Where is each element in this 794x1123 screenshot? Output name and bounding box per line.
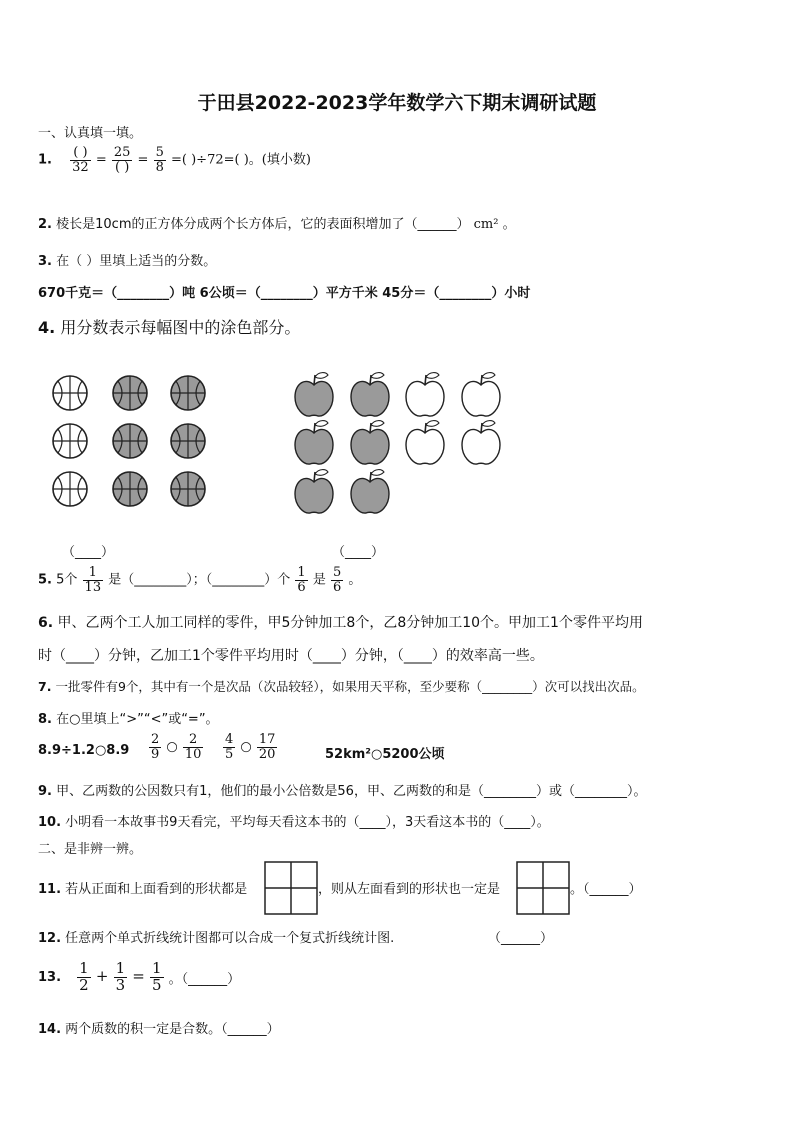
q13-number: 13. <box>38 969 62 985</box>
q3-text: 在（ ）里填上适当的分数。 <box>56 254 217 269</box>
q14-text: 两个质数的积一定是合数。（______） <box>65 1022 280 1037</box>
q13-frac2-den: 3 <box>115 975 126 994</box>
q12-text: 任意两个单式折线统计图都可以合成一个复式折线统计图. <box>65 931 395 946</box>
ball-icon <box>171 424 205 458</box>
q12-blank[interactable]: （______） <box>488 931 554 946</box>
q5-frac1-den: 13 <box>84 579 102 595</box>
page-title: 于田县2022-2023学年数学六下期末调研试题 <box>197 92 597 114</box>
q13-frac2-num: 1 <box>115 959 126 977</box>
q5-frac2-den: 6 <box>297 579 306 595</box>
question-13 <box>38 961 240 994</box>
q5-frac2-num: 1 <box>297 565 306 580</box>
q8-number: 8. <box>38 712 52 727</box>
q8-text: 在○里填上“>”“<”或“=”。 <box>56 712 219 727</box>
q1-frac2-num: 25 <box>113 145 131 160</box>
question-14 <box>38 1018 280 1037</box>
q11-text-c: 。（______） <box>570 882 642 897</box>
q6-line1: 甲、乙两个工人加工同样的零件，甲5分钟加工8个，乙8分钟加工10个。甲加工1个零件平均用 <box>57 615 643 631</box>
q1-tail: =( )÷72=( )。(填小数) <box>171 152 311 168</box>
apple-icon <box>406 421 444 464</box>
apple-icon <box>351 470 389 513</box>
q8-e2a-num: 2 <box>151 732 160 747</box>
ball-icon <box>171 472 205 506</box>
q8-e3b-den: 20 <box>258 746 276 762</box>
question-2 <box>38 213 516 232</box>
q8-e2a-den: 9 <box>151 746 160 762</box>
q10-text: 小明看一本故事书9天看完，平均每天看这本书的（____），3天看这本书的（____）。 <box>65 815 550 830</box>
q8-e2b-num: 2 <box>183 733 204 748</box>
ball-icon <box>53 424 87 458</box>
q1-frac2-den: ( ) <box>114 159 130 175</box>
q2-end: 。 <box>502 217 516 232</box>
apple-icon <box>295 470 333 513</box>
ball-icon <box>53 376 87 410</box>
q1-frac1-num: ( ) <box>70 146 91 161</box>
section-1-heading: 一、认真填一填。 <box>38 126 143 141</box>
q8-expr-1: 8.9÷1.2○8.9 <box>38 743 130 758</box>
q14-number: 14. <box>38 1022 62 1037</box>
question-8 <box>38 708 219 727</box>
q2-unit: cm² <box>473 217 499 232</box>
q8-circle-2: ○ <box>166 739 178 755</box>
q6-number: 6. <box>38 615 54 631</box>
q5-text-b: 是（________）；（________）个 <box>108 572 291 588</box>
apple-icon <box>351 373 389 416</box>
q7-text: 一批零件有9个，其中有一个是次品（次品较轻），如果用天平称，至少要称（________）次可以找出次品。 <box>55 679 645 694</box>
q1-eq1: = <box>95 152 107 168</box>
q4-blank-1[interactable]: （____） <box>62 545 115 560</box>
apple-icon <box>462 421 500 464</box>
q1-eq2: = <box>137 152 149 168</box>
q8-e2b-den: 10 <box>184 746 202 762</box>
q11-text-a: 若从正面和上面看到的形状都是 <box>65 882 248 897</box>
q11-text-b: ，则从左面看到的形状也一定是 <box>318 882 501 897</box>
q5-text-d: 。 <box>348 572 362 588</box>
q11-grid-figure-2 <box>516 861 570 915</box>
q8-expr-4: 52km²○5200公顷 <box>325 747 445 762</box>
q13-plus: + <box>95 966 109 985</box>
section-2-heading: 二、是非辨一辨。 <box>38 842 143 857</box>
q5-number: 5. <box>38 572 52 588</box>
ball-icon <box>113 424 147 458</box>
question-6 <box>38 612 643 632</box>
ball-icon <box>113 472 147 506</box>
q4-number: 4. <box>38 318 56 337</box>
question-12 <box>38 927 394 946</box>
q13-frac3-num: 1 <box>151 959 162 977</box>
q3-conversions: 670千克＝（________）吨 6公顷＝（________）平方千米 45分＝（________）小时 <box>38 286 531 301</box>
question-9 <box>38 780 646 799</box>
q10-number: 10. <box>38 815 62 830</box>
question-7 <box>38 677 645 695</box>
apple-icon <box>295 421 333 464</box>
question-10 <box>38 811 550 830</box>
q8-e3b-num: 17 <box>258 732 276 747</box>
q8-expr-2 <box>148 733 204 761</box>
q5-text-c: 是 <box>312 572 326 588</box>
q13-frac1-den: 2 <box>79 975 89 994</box>
q5-frac3-den: 6 <box>332 579 342 595</box>
q9-text: 甲、乙两数的公因数只有1，他们的最小公倍数是56，甲、乙两数的和是（________）或（________）。 <box>56 784 647 799</box>
q2-number: 2. <box>38 217 52 232</box>
q8-expr-3 <box>222 733 278 761</box>
question-5 <box>38 566 361 594</box>
q2-text: 棱长是10cm的正方体分成两个长方体后，它的表面积增加了（______） <box>56 217 470 232</box>
q13-eq: = <box>132 966 145 985</box>
apple-icon <box>351 421 389 464</box>
ball-icon <box>53 472 87 506</box>
q3-number: 3. <box>38 254 52 269</box>
q13-frac3-den: 5 <box>151 975 162 994</box>
question-3 <box>38 250 216 269</box>
question-11 <box>38 878 247 897</box>
apple-icon <box>406 373 444 416</box>
q13-frac1-num: 1 <box>79 959 89 977</box>
q1-frac3-num: 5 <box>155 145 164 160</box>
q4-text: 用分数表示每幅图中的涂色部分。 <box>60 318 301 337</box>
q4-figures <box>40 365 540 525</box>
q11-grid-figure-1 <box>264 861 318 915</box>
q5-frac1-num: 1 <box>83 566 104 581</box>
q1-frac3-den: 8 <box>155 159 164 175</box>
q4-blank-2[interactable]: （____） <box>332 545 385 560</box>
q12-number: 12. <box>38 931 62 946</box>
q8-circle-3: ○ <box>240 739 252 755</box>
q5-frac3-num: 5 <box>332 565 342 580</box>
ball-icon <box>113 376 147 410</box>
question-4 <box>38 315 300 338</box>
q11-number: 11. <box>38 882 62 897</box>
q13-tail: 。（______） <box>168 971 241 987</box>
q5-text-a: 5个 <box>56 572 78 588</box>
ball-icon <box>171 376 205 410</box>
q8-e3a-den: 5 <box>225 746 234 762</box>
q8-e3a-num: 4 <box>225 732 234 747</box>
q6-line2: 时（____）分钟，乙加工1个零件平均用时（____）分钟，（____）的效率高一些。 <box>38 648 544 664</box>
q9-number: 9. <box>38 784 52 799</box>
question-1 <box>38 146 311 174</box>
apple-icon <box>462 373 500 416</box>
q1-frac1-den: 32 <box>72 159 89 175</box>
q7-number: 7. <box>38 679 52 694</box>
q1-number: 1. <box>38 152 52 168</box>
apple-icon <box>295 373 333 416</box>
